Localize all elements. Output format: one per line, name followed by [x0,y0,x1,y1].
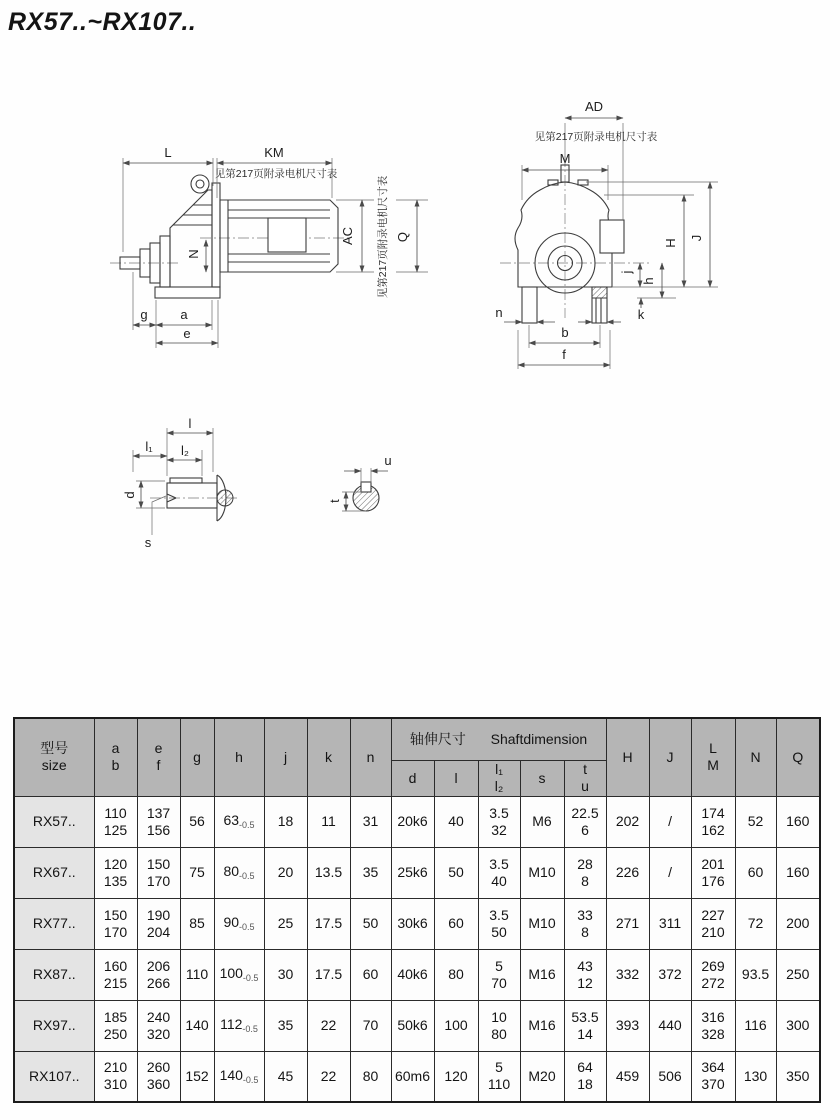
cell-j: 30 [264,949,307,1000]
cell-k: 11 [307,796,350,847]
cell-ef: 240 320 [137,1000,180,1051]
col-header-ab: a b [94,718,137,796]
cell-l12: 5 110 [478,1051,520,1102]
cell-H: 459 [606,1051,649,1102]
cell-d: 25k6 [391,847,434,898]
motor-note-rotated: 见第217页附录电机尺寸表 [377,175,389,299]
col-header-H: H [606,718,649,796]
col-header-Q: Q [776,718,820,796]
cell-H: 271 [606,898,649,949]
cell-k: 13.5 [307,847,350,898]
cell-s: M16 [520,949,564,1000]
cell-ef: 206 266 [137,949,180,1000]
cell-Q: 250 [776,949,820,1000]
dim-label-J: J [689,234,704,242]
cell-s: M10 [520,847,564,898]
cell-h: $63_{-0.5}$ [214,796,264,847]
dim-label-k: k [637,307,645,322]
dim-label-j: j [619,270,634,274]
col-header-l: l [434,760,478,796]
cell-g: 110 [180,949,214,1000]
col-header-h: h [214,718,264,796]
cell-s: M6 [520,796,564,847]
cell-tu: 28 8 [564,847,606,898]
cell-h: $140_{-0.5}$ [214,1051,264,1102]
dim-label-l2: l₂ [181,443,189,458]
cell-tu: 22.5 6 [564,796,606,847]
cell-k: 17.5 [307,949,350,1000]
cell-l: 100 [434,1000,478,1051]
cell-s: M16 [520,1000,564,1051]
cell-l12: 10 80 [478,1000,520,1051]
cell-ab: 210 310 [94,1051,137,1102]
cell-size: RX67.. [14,847,94,898]
cell-g: 140 [180,1000,214,1051]
cell-k: 17.5 [307,898,350,949]
dim-label-s: s [144,535,152,550]
cell-s: M10 [520,898,564,949]
cell-size: RX57.. [14,796,94,847]
cell-N: 116 [735,1000,776,1051]
table-row [14,1000,820,1051]
dim-label-l1: l₁ [145,439,153,454]
cell-J: 311 [649,898,691,949]
side-view-drawing [110,145,428,348]
cell-l: 80 [434,949,478,1000]
dim-label-e: e [183,326,191,341]
cell-ef: 190 204 [137,898,180,949]
dim-label-g: g [140,307,148,322]
dim-label-d: d [122,491,137,499]
cell-j: 25 [264,898,307,949]
cell-l12: 3.5 50 [478,898,520,949]
cell-Q: 300 [776,1000,820,1051]
cell-size: RX77.. [14,898,94,949]
cell-l12: 3.5 32 [478,796,520,847]
cell-ab: 110 125 [94,796,137,847]
cell-LM: 316 328 [691,1000,735,1051]
table-row [14,1051,820,1102]
cell-tu: 43 12 [564,949,606,1000]
cell-s: M20 [520,1051,564,1102]
cell-k: 22 [307,1051,350,1102]
cell-tu: 33 8 [564,898,606,949]
cell-Q: 160 [776,796,820,847]
cell-N: 52 [735,796,776,847]
cell-l: 50 [434,847,478,898]
cell-Q: 350 [776,1051,820,1102]
cell-N: 60 [735,847,776,898]
dim-label-N: N [186,249,201,259]
cell-l12: 5 70 [478,949,520,1000]
col-header-j: j [264,718,307,796]
cell-d: 30k6 [391,898,434,949]
col-header-d: d [391,760,434,796]
size-header-en: size [41,757,67,774]
cell-j: 18 [264,796,307,847]
dim-label-KM: KM [264,145,284,160]
dim-label-t: t [327,499,342,503]
dimension-table [13,717,821,1103]
cell-size: RX107.. [14,1051,94,1102]
cell-h: $80_{-0.5}$ [214,847,264,898]
front-view-drawing [495,99,718,369]
cell-d: 50k6 [391,1000,434,1051]
cell-J: / [649,796,691,847]
cell-n: 70 [350,1000,391,1051]
cell-tu: 64 18 [564,1051,606,1102]
cell-ab: 160 215 [94,949,137,1000]
dim-label-h: h [641,277,656,285]
shaft-detail-drawing [122,416,240,550]
cell-n: 60 [350,949,391,1000]
dim-label-AD: AD [584,99,604,114]
cell-d: 40k6 [391,949,434,1000]
cell-n: 35 [350,847,391,898]
cell-ef: 260 360 [137,1051,180,1102]
cell-ef: 137 156 [137,796,180,847]
table-row [14,796,820,847]
cell-H: 202 [606,796,649,847]
cell-j: 35 [264,1000,307,1051]
dim-label-f: f [562,347,566,362]
cell-l: 120 [434,1051,478,1102]
dim-label-l: l [188,416,192,431]
cell-g: 75 [180,847,214,898]
col-header-ef: e f [137,718,180,796]
col-header-shaft-group [391,718,606,760]
size-header-cn: 型号 [40,740,69,757]
dim-label-n: n [495,305,503,320]
table-row [14,847,820,898]
cell-ab: 185 250 [94,1000,137,1051]
cell-Q: 160 [776,847,820,898]
cell-g: 85 [180,898,214,949]
col-header-tu: t u [564,760,606,796]
cell-LM: 364 370 [691,1051,735,1102]
cell-l: 60 [434,898,478,949]
cell-H: 393 [606,1000,649,1051]
dim-label-u: u [384,453,392,468]
cell-J: / [649,847,691,898]
page-title: RX57..~RX107.. [8,8,197,36]
cell-d: 60m6 [391,1051,434,1102]
col-header-J: J [649,718,691,796]
cell-N: 93.5 [735,949,776,1000]
cell-l: 40 [434,796,478,847]
section-detail-drawing [327,453,392,511]
dim-label-H: H [663,238,678,248]
cell-n: 50 [350,898,391,949]
cell-LM: 174 162 [691,796,735,847]
cell-n: 31 [350,796,391,847]
shaft-group-cn: 轴伸尺寸 [409,730,466,747]
cell-d: 20k6 [391,796,434,847]
col-header-l12: l₁ l₂ [478,760,520,796]
cell-N: 130 [735,1051,776,1102]
cell-ab: 150 170 [94,898,137,949]
shaft-group-en: Shaftdimension [490,730,588,747]
col-header-n: n [350,718,391,796]
col-header-LM: L M [691,718,735,796]
col-header-N: N [735,718,776,796]
cell-LM: 269 272 [691,949,735,1000]
col-header-s: s [520,760,564,796]
cell-N: 72 [735,898,776,949]
cell-LM: 227 210 [691,898,735,949]
col-header-k: k [307,718,350,796]
dim-label-M: M [559,151,571,166]
dim-label-a: a [180,307,188,322]
cell-k: 22 [307,1000,350,1051]
cell-J: 372 [649,949,691,1000]
cell-h: $100_{-0.5}$ [214,949,264,1000]
col-header-g: g [180,718,214,796]
dim-label-L: L [164,145,172,160]
cell-J: 440 [649,1000,691,1051]
cell-J: 506 [649,1051,691,1102]
cell-size: RX87.. [14,949,94,1000]
dim-label-b: b [561,325,569,340]
table-body [14,796,820,1102]
cell-size: RX97.. [14,1000,94,1051]
cell-Q: 200 [776,898,820,949]
cell-tu: 53.5 14 [564,1000,606,1051]
motor-note-side: 见第217页附录电机尺寸表 [214,168,338,180]
table-row [14,898,820,949]
dim-label-AC: AC [340,226,355,246]
cell-j: 20 [264,847,307,898]
cell-n: 80 [350,1051,391,1102]
cell-LM: 201 176 [691,847,735,898]
dim-label-Q: Q [395,231,410,243]
cell-h: $90_{-0.5}$ [214,898,264,949]
col-header-size [14,718,94,796]
cell-g: 152 [180,1051,214,1102]
cell-l12: 3.5 40 [478,847,520,898]
cell-h: $112_{-0.5}$ [214,1000,264,1051]
cell-g: 56 [180,796,214,847]
cell-ef: 150 170 [137,847,180,898]
motor-note-front: 见第217页附录电机尺寸表 [534,131,658,143]
cell-ab: 120 135 [94,847,137,898]
cell-H: 226 [606,847,649,898]
cell-H: 332 [606,949,649,1000]
cell-j: 45 [264,1051,307,1102]
table-row [14,949,820,1000]
